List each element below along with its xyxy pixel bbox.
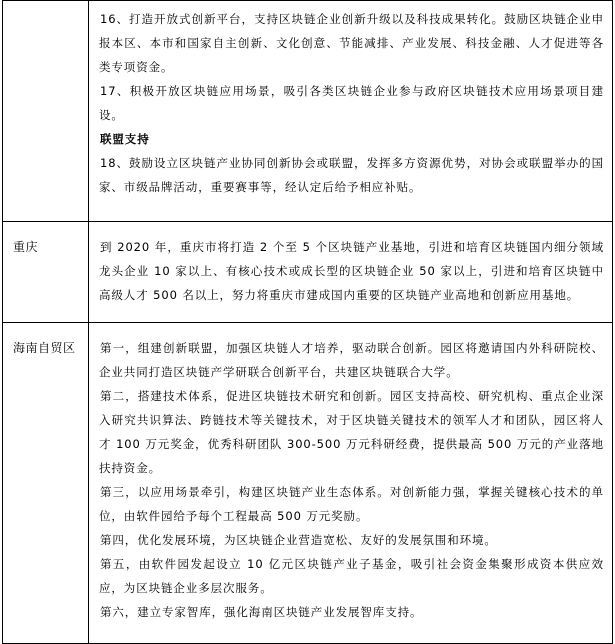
policy-paragraph: 第二，搭建技术体系，促进区块链技术研究和创新。园区支持高校、研究机构、重点企业深入研究共识算法、跨链技术等关键技术，对于区块链关键技术的领军人才和团队，园区将人才 100 万元奖金，优秀科研团队 300-500 万元科研经费，提供最高 500 万元的产业落地扶持资金。: [99, 389, 604, 475]
policy-paragraph: 第一，组建创新联盟，加强区块链人才培养，驱动联合创新。园区将邀请国内外科研院校、企业共同打造区块链产学研联合创新平台，共建区块链联合大学。: [99, 341, 604, 379]
policy-paragraph: 第六，建立专家智库，强化海南区块链产业发展智库支持。: [100, 605, 423, 619]
region-label: 重庆: [13, 240, 39, 254]
policy-table: [2, 0, 613, 644]
policy-cell: [89, 1, 613, 222]
policy-paragraph: 18、鼓励设立区块链产业协同创新协会或联盟，发挥多方资源优势，对协会或联盟举办的国家、市级品牌活动，重要赛事等，经认定后给予相应补贴。: [99, 156, 604, 194]
policy-content: [89, 222, 612, 307]
policy-paragraph: 第四，优化发展环境，为区块链企业营造宽松、友好的发展氛围和环境。: [100, 533, 497, 547]
region-label: [3, 1, 88, 14]
policy-paragraph: 第三，以应用场景牵引，构建区块链产业生态体系。对创新能力强，掌握关键核心技术的单位，由软件园给予每个工程最高 500 万元奖励。: [99, 485, 604, 523]
policy-paragraph: 17、积极开放区块链应用场景，吸引各类区块链企业参与政府区块链技术应用场景项目建设。: [99, 84, 604, 122]
policy-cell: [89, 323, 613, 644]
policy-paragraph: 第五，由软件园发起设立 10 亿元区块链产业子基金，吸引社会资金集聚形成资本供应效应，为区块链企业多层次服务。: [99, 557, 604, 595]
region-cell: [3, 323, 89, 644]
policy-content: [89, 1, 612, 199]
table-row: [3, 1, 613, 222]
table-row: [3, 222, 613, 323]
region-cell: [3, 1, 89, 222]
policy-paragraph: 16、打造开放式创新平台，支持区块链企业创新升级以及科技成果转化。鼓励区块链企业申报本区、本市和国家自主创新、文化创意、节能减排、产业发展、科技金融、人才促进等各类专项资金。: [99, 12, 604, 74]
region-cell: [3, 222, 89, 323]
section-heading: 联盟支持: [100, 132, 150, 146]
region-label: 海南自贸区: [13, 341, 76, 355]
policy-cell: [89, 222, 613, 323]
policy-content: [89, 323, 612, 624]
policy-paragraph: 到 2020 年，重庆市将打造 2 个至 5 个区块链产业基地，引进和培育区块链国内细分领域龙头企业 10 家以上、有核心技术或成长型的区块链企业 50 家以上，引进和培育区块链中高级人才 500 名以上，努力将重庆市建成国内重要的区块链产业高地和创新应用基地。: [99, 240, 604, 302]
table-row: [3, 323, 613, 644]
